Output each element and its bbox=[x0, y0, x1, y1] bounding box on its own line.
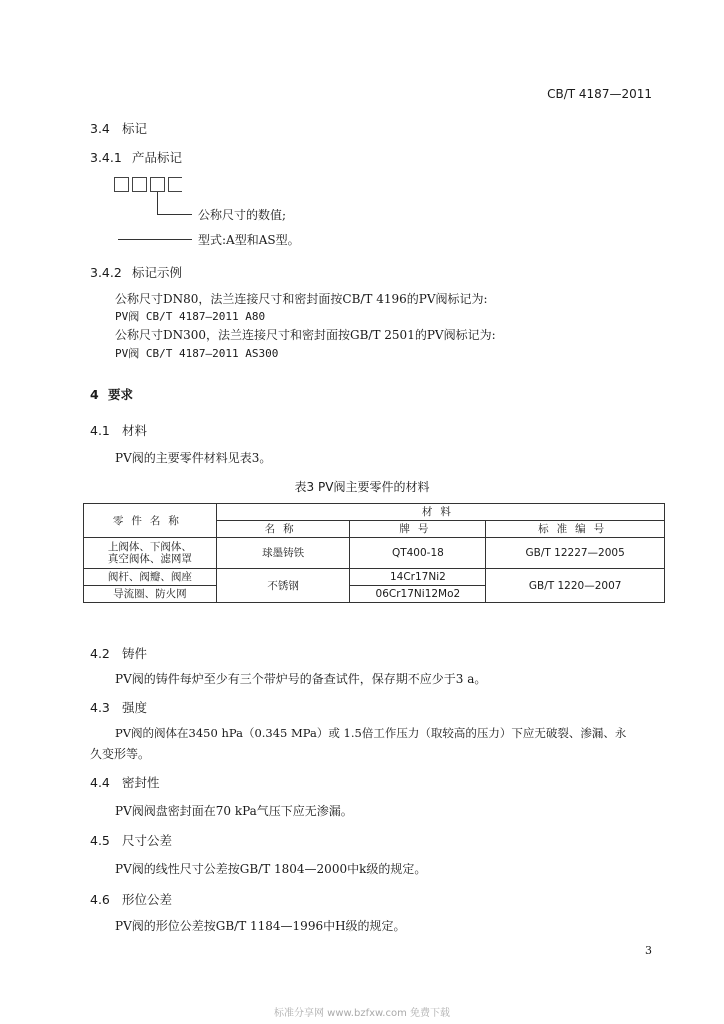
section-4-1-text: PV阀的主要零件材料见表3。 bbox=[115, 451, 272, 465]
section-4-3-text-line-1: PV阀的阀体在3450 hPa（0.345 MPa）或 1.5倍工作压力（取较高的压力）下应无破裂、渗漏、永 bbox=[115, 726, 627, 740]
cell-standard: GB/T 1220—2007 bbox=[486, 569, 665, 603]
section-title: 尺寸公差 bbox=[122, 833, 173, 848]
marking-leader-type bbox=[118, 239, 192, 240]
example-line-3: 公称尺寸DN300，法兰连接尺寸和密封面按GB/T 2501的PV阀标记为: bbox=[115, 328, 496, 342]
cell-grade: QT400-18 bbox=[350, 538, 486, 569]
cell-part-line-2: 真空阀体、滤网罩 bbox=[107, 553, 192, 565]
cell-grade: 06Cr17Ni12Mo2 bbox=[350, 586, 486, 603]
section-number: 4.5 bbox=[90, 833, 110, 848]
section-title: 产品标记 bbox=[132, 150, 183, 165]
example-line-1: 公称尺寸DN80，法兰连接尺寸和密封面按CB/T 4196的PV阀标记为: bbox=[115, 292, 488, 306]
section-number: 4.6 bbox=[90, 892, 110, 907]
cell-part bbox=[84, 538, 217, 569]
section-title: 标记示例 bbox=[132, 265, 183, 280]
marking-box-2 bbox=[132, 177, 147, 192]
section-title: 要求 bbox=[108, 387, 134, 402]
marking-line-2: 型式:A型和AS型。 bbox=[198, 233, 300, 247]
section-4-5-heading bbox=[90, 831, 172, 849]
section-4-heading bbox=[90, 385, 133, 403]
header-grade: 牌号 bbox=[350, 521, 486, 538]
header-standard: 标准编号 bbox=[486, 521, 665, 538]
marking-box-1 bbox=[114, 177, 129, 192]
page-number: 3 bbox=[645, 944, 652, 957]
cell-part-line-1: 上阀体、下阀体、 bbox=[107, 541, 192, 553]
marking-leader-horizontal bbox=[157, 214, 192, 215]
section-number: 4.2 bbox=[90, 646, 110, 661]
section-number: 4 bbox=[90, 387, 99, 402]
section-number: 3.4 bbox=[90, 121, 110, 136]
section-4-6-text: PV阀的形位公差按GB/T 1184—1996中H级的规定。 bbox=[115, 919, 406, 933]
example-line-4: PV阀 CB/T 4187—2011 AS300 bbox=[115, 347, 279, 360]
table-header-row bbox=[84, 504, 665, 521]
marking-box-4 bbox=[168, 177, 182, 192]
section-4-6-heading bbox=[90, 890, 172, 908]
section-4-4-text: PV阀阀盘密封面在70 kPa气压下应无渗漏。 bbox=[115, 804, 353, 818]
section-title: 材料 bbox=[122, 423, 148, 438]
section-4-4-heading bbox=[90, 773, 160, 791]
header-material: 材料 bbox=[216, 504, 664, 521]
section-title: 形位公差 bbox=[122, 892, 173, 907]
materials-table bbox=[83, 503, 665, 603]
section-title: 强度 bbox=[122, 700, 148, 715]
section-3-4-heading bbox=[90, 119, 147, 137]
section-3-4-1-heading bbox=[90, 148, 182, 166]
example-line-2: PV阀 CB/T 4187—2011 A80 bbox=[115, 310, 266, 323]
section-title: 铸件 bbox=[122, 646, 148, 661]
section-title: 密封性 bbox=[122, 775, 160, 790]
cell-name: 不锈钢 bbox=[216, 569, 350, 603]
table-row bbox=[84, 569, 665, 586]
section-4-2-text: PV阀的铸件每炉至少有三个带炉号的备查试件，保存期不应少于3 a。 bbox=[115, 672, 487, 686]
section-4-3-heading bbox=[90, 698, 147, 716]
cell-standard: GB/T 12227—2005 bbox=[486, 538, 665, 569]
section-title: 标记 bbox=[122, 121, 148, 136]
header-name: 名称 bbox=[216, 521, 350, 538]
section-number: 3.4.2 bbox=[90, 265, 122, 280]
footer-watermark: 标准分享网 www.bzfxw.com 免费下载 bbox=[274, 1008, 450, 1019]
section-4-3-text-line-2: 久变形等。 bbox=[90, 747, 151, 761]
table-row bbox=[84, 538, 665, 569]
standard-code-header: CB/T 4187—2011 bbox=[547, 87, 652, 101]
table-caption: 表3 PV阀主要零件的材料 bbox=[294, 480, 430, 494]
section-number: 4.1 bbox=[90, 423, 110, 438]
section-number: 3.4.1 bbox=[90, 150, 122, 165]
cell-name: 球墨铸铁 bbox=[216, 538, 350, 569]
cell-part: 导流圈、防火网 bbox=[84, 586, 217, 603]
marking-leader-vertical bbox=[157, 192, 158, 214]
marking-line-1: 公称尺寸的数值; bbox=[198, 208, 287, 222]
cell-grade: 14Cr17Ni2 bbox=[350, 569, 486, 586]
section-4-2-heading bbox=[90, 644, 147, 662]
header-part-name: 零件名称 bbox=[84, 504, 217, 538]
marking-box-3 bbox=[150, 177, 165, 192]
section-4-1-heading bbox=[90, 421, 147, 439]
section-3-4-2-heading bbox=[90, 263, 182, 281]
section-4-5-text: PV阀的线性尺寸公差按GB/T 1804—2000中k级的规定。 bbox=[115, 862, 427, 876]
section-number: 4.4 bbox=[90, 775, 110, 790]
cell-part: 阀杆、阀瓣、阀座 bbox=[84, 569, 217, 586]
section-number: 4.3 bbox=[90, 700, 110, 715]
